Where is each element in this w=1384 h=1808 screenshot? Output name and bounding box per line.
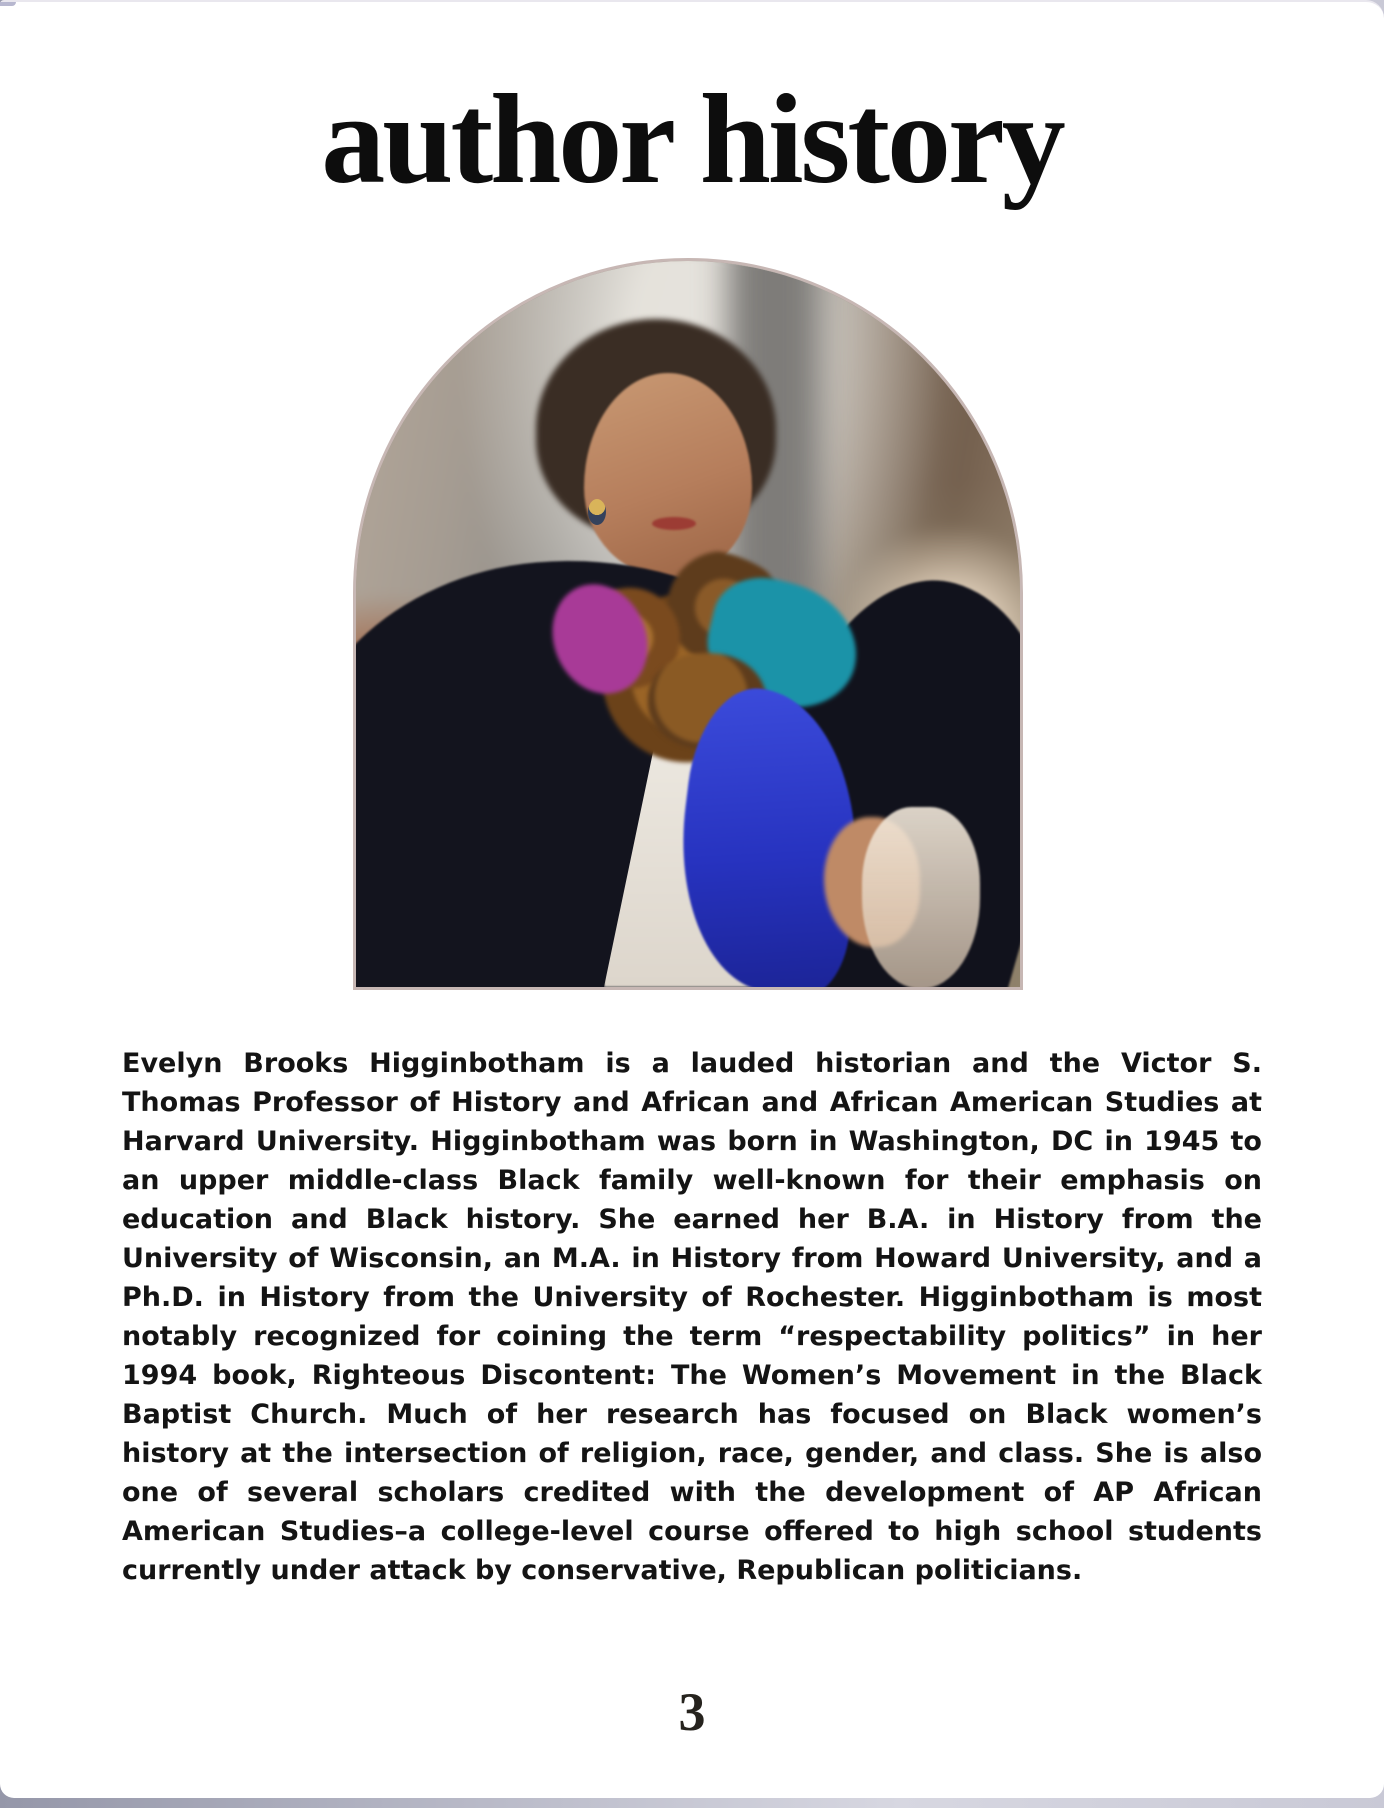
page-number: 3: [678, 1682, 706, 1742]
author-portrait-photo: [353, 258, 1023, 990]
photo-lips: [652, 517, 696, 530]
page-corner-artifact: [0, 2, 16, 6]
photo-wine-glass: [862, 807, 980, 989]
body-paragraph: Evelyn Brooks Higginbotham is a lauded historian and the Victor S. Thomas Professor of History and African and African American Studies at Harvard University. Higginbotham was born in Washington, DC in 1945 to an upper middle-class Black family well-known for their emphasis on education and Black history. She earned her B.A. in History from the University of Wisconsin, an M.A. in History from Howard University, and a Ph.D. in History from the University of Rochester. Higginbotham is most notably recognized for coining the term “respectability politics” in her 1994 book, Righteous Discontent: The Women’s Movement in the Black Baptist Church. Much of her research has focused on Black women’s history at the intersection of religion, race, gender, and class. She is also one of several scholars credited with the development of AP African American Studies–a college-level course offered to high school students currently under attack by conservative, Republican politicians.: [122, 1048, 1262, 1586]
page-title: author history: [321, 68, 1063, 210]
page-bottom-gap: [0, 1798, 1384, 1808]
photo-earring: [588, 499, 606, 525]
